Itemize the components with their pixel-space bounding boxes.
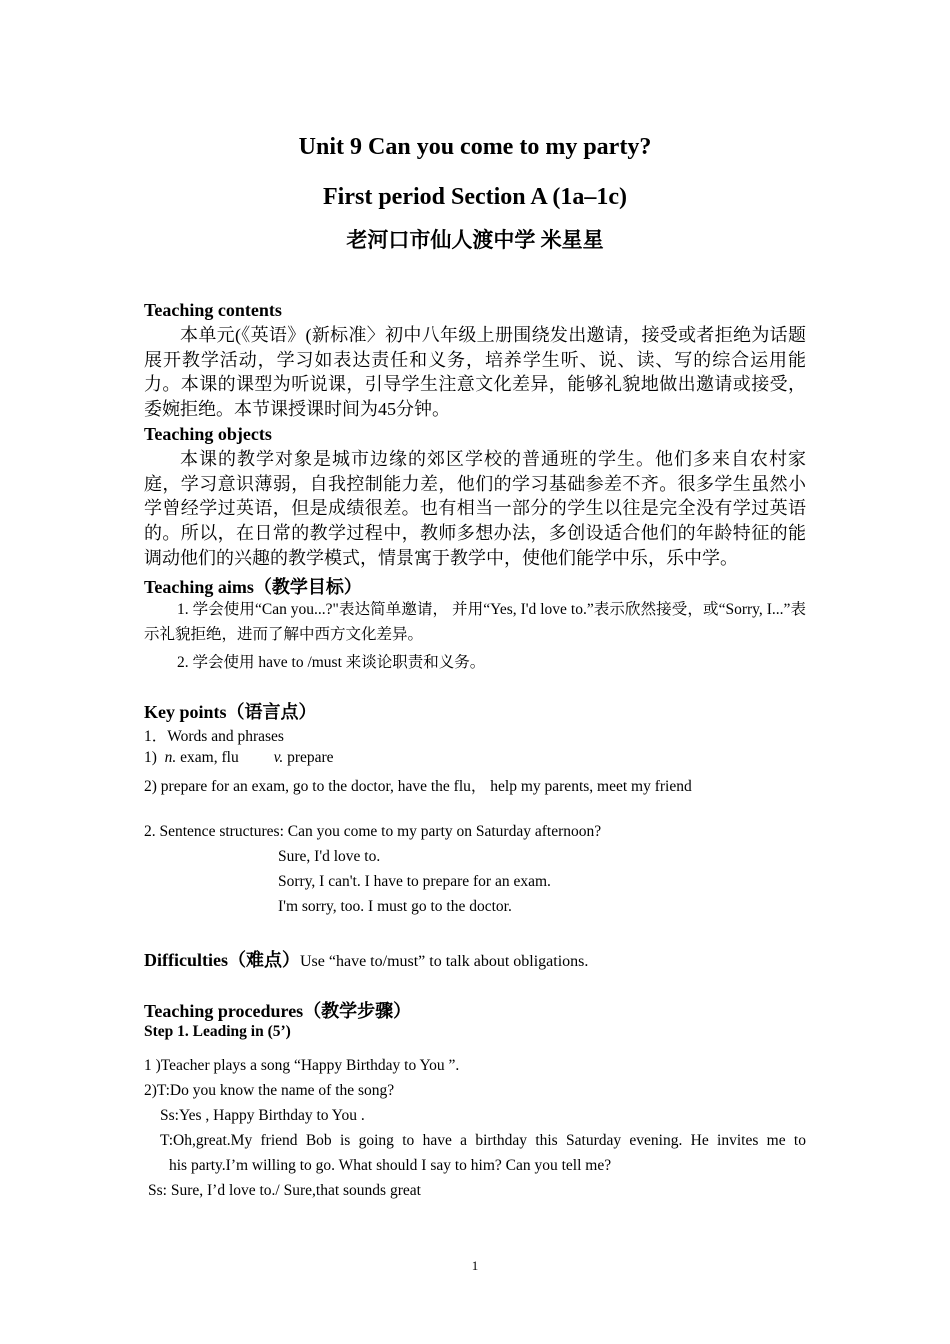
key-points-line-1: 1．Words and phrases (144, 728, 284, 745)
key-points-line-6: Sorry, I can't. I have to prepare for an exam. (278, 873, 551, 890)
page-subtitle: First period Section A (1a–1c) (323, 184, 627, 210)
teaching-objects-heading: Teaching objects (144, 424, 272, 444)
author-line: 老河口市仙人渡中学 米星星 (346, 228, 604, 252)
teaching-aims-item-2: 2. 学会使用 have to /must 来谈论职责和义务。 (177, 654, 486, 671)
procedure-line-3: Ss:Yes , Happy Birthday to You . (160, 1107, 365, 1124)
difficulties-line (144, 946, 588, 972)
key-points-line-4: 2. Sentence structures: Can you come to my party on Saturday afternoon? (144, 823, 602, 840)
teaching-aims-heading: Teaching aims（教学目标） (144, 577, 362, 597)
key-points-line-7: I'm sorry, too. I must go to the doctor. (278, 898, 512, 915)
teaching-contents-heading: Teaching contents (144, 300, 282, 320)
key-points-line-3: 2) prepare for an exam, go to the doctor, have the flu， help my parents, meet my friend (144, 778, 692, 795)
page-title: Unit 9 Can you come to my party? (298, 134, 652, 160)
key-points-line-2: 1) n. exam, flu v. prepare (144, 749, 334, 766)
procedures-heading: Teaching procedures（教学步骤） (144, 1001, 412, 1021)
key-points-heading: Key points（语言点） (144, 702, 317, 722)
difficulties-heading: Difficulties（难点） (144, 950, 300, 970)
teaching-aims-item-1: 1. 学会使用“Can you...?"表达简单邀请， 并用“Yes, I'd love to.”表示欣然接受，或“Sorry, I...”表示礼貌拒绝，进而了解中西方文化差异。 (144, 601, 806, 643)
procedure-line-5: Ss: Sure, I’d love to./ Sure,that sounds great (148, 1182, 421, 1199)
teaching-objects-text: 本课的教学对象是城市边缘的郊区学校的普通班的学生。他们多来自农村家庭，学习意识薄弱，自我控制能力差，他们的学习基础参差不齐。很多学生虽然小学曾经学过英语，但是成绩很差。也有相当一部分的学生以往是完全没有学过英语的。所以，在日常的教学过程中，教师多想办法，多创设适合他们的年龄特征的能调动他们的兴趣的教学模式，情景寓于教学中，使他们能学中乐，乐中学。 (144, 449, 806, 568)
key-points-line-5: Sure, I'd love to. (278, 848, 381, 865)
difficulties-text: Use “have to/must” to talk about obligations. (299, 953, 589, 970)
procedure-line-4a: T:Oh,great.My friend Bob is going to have a birthday this Saturday evening. He invites me to (160, 1132, 806, 1149)
step-1-heading: Step 1. Leading in (5’) (144, 1023, 291, 1040)
teaching-contents-text: 本单元(《英语》(新标准〉初中八年级上册围绕发出邀请，接受或者拒绝为话题展开教学活动，学习如表达责任和义务，培养学生听、说、读、写的综合运用能力。本课的课型为听说课，引导学生注意文化差异，能够礼貌地做出邀请或接受，委婉拒绝。本节课授课时间为45分钟。 (144, 325, 806, 420)
procedure-line-4b: his party.I’m willing to go. What should I say to him? Can you tell me? (169, 1157, 612, 1174)
procedure-line-2: 2)T:Do you know the name of the song? (144, 1082, 395, 1099)
page-number: 1 (471, 1258, 479, 1273)
procedure-line-1: 1 )Teacher plays a song “Happy Birthday to You ”. (144, 1057, 460, 1074)
